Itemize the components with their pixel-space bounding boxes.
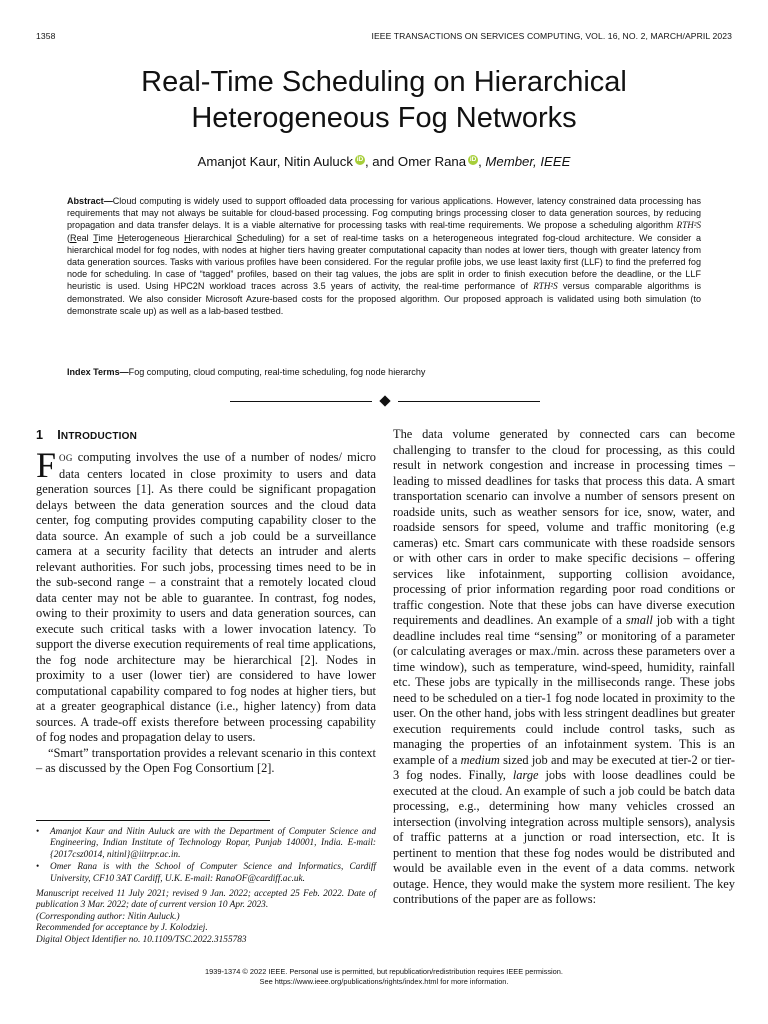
copyright-line-1: 1939-1374 © 2022 IEEE. Personal use is permitted, but republication/redistribution requires IEEE permission.: [205, 967, 563, 976]
abstract-text: Cloud computing is widely used to support offloaded data processing for various applications. However, latency constrained data processing has requirements that may not always be suitable for cloud-based processing. Fog computing brings processing closer to data generation sources, by reducing propagation and data transfer delays. It is a viable alternative for processing tasks with real-time requirements. We propose a scheduling algorithm: [67, 196, 701, 231]
divider-line-left: [230, 401, 372, 402]
recommended-by: Recommended for acceptance by J. Kolodziej.: [36, 923, 208, 934]
abstract-label: Abstract: [67, 196, 104, 206]
footnotes: [36, 827, 376, 946]
index-terms-dash: —: [119, 367, 129, 377]
right-column: [393, 427, 735, 908]
emphasis-large: large: [512, 768, 539, 782]
abstract-dash: —: [103, 196, 113, 206]
divider-diamond-icon: [379, 395, 390, 406]
section-divider: [230, 396, 540, 406]
left-column: [36, 427, 376, 777]
footnote-affiliation-1: [36, 827, 376, 861]
drop-cap: F: [36, 445, 57, 485]
divider-line-right: [398, 401, 540, 402]
paragraph-text: job with a tight deadline includes real time “sensing” or monitoring of a parameter (or calculating averages or max./min. across these parameters over a time window), such as temperature, wind-speed, humidity, rainfall etc. These jobs are typically in the milliseconds range. These jobs need to be scheduled on a tier-1 fog node located in proximity to the user. On the other hand, jobs with less stringent deadlines but greater execution requirements could include control tasks, such as managing the properties of an infotainment system. This is an example of a: [393, 613, 735, 767]
authors-part-2: , and Omer Rana: [364, 154, 467, 169]
authors-part-1: Amanjot Kaur, Nitin Auluck: [197, 154, 353, 169]
paper-title: [40, 64, 728, 136]
acronym-letter: H: [117, 232, 125, 243]
bullet-icon: •: [36, 862, 40, 873]
drop-cap-rest: OG: [59, 453, 73, 463]
paragraph-text: The data volume generated by connected cars can become challenging to transfer to the cloud for processing, as this could result in network congestion and increase in processing times – leading to missed deadlines for tasks that process this data. A smart transportation scenario can involve a number of sensors present on roadside units, such as weather sensors for ice, snow, water, and roadside sensors for speed, volume and traffic monitoring (e.g cameras) etc. Smart cars communicate with these roadside sensors or with other cars in order to make specific decisions – offering services like infotainment, supporting collision avoidance, processing of prior information regarding poor road conditions or traffic congestion. Note that these jobs can have diverse execution requirements and deadlines. An example of a: [393, 427, 735, 627]
abstract-text: cheduling: [242, 232, 282, 243]
paragraph-text: computing involves the use of a number of nodes/ micro data centers located in close proximity to users and data generation sources [1]. As there could be significant propagation delays between the data generation sources and the cloud data center, fog computing provides computing capability closer to the data source. An example of such a job could be a surveillance camera at a security facility that detects an intruder and alerts relevant authorities. For such jobs, processing times need to be in the sub-second range – a constraint that a remotely located cloud data center may not be able to guarantee. In contrast, fog nodes, owing to their proximity to users and data generation sources, can execute such critical tasks with a lower invocation latency. To support the diverse execution requirements of real time applications, the fog node architecture may be hierarchical [2]. Nodes in proximity to a user (lower tier) are considered to have lower computational capability compared to fog nodes at higher tiers, but at a greater geographical distance (i.e., higher latency) from data sources. A trade-off exists therefore between processing capability of fog nodes and propagation delay to users.: [36, 450, 376, 744]
section-title-rest: NTRODUCTION: [60, 431, 138, 442]
abstract-text: (: [67, 232, 71, 243]
doi[interactable]: Digital Object Identifier no. 10.1109/TSC.2022.3155783: [36, 934, 247, 945]
manuscript-info: [36, 889, 376, 946]
abstract-text: eal: [76, 232, 94, 243]
author-membership: Member, IEEE: [485, 154, 571, 169]
abstract-text: ) for a set of real-time tasks on a heterogeneous integrated fog-cloud architecture. We consider a hierarchical model for fog nodes, with nodes at higher tiers having greater computational capacity than nodes at lower tiers, though with greater latency from data generation sources. Tasks with various profiles have been considered. For the regular profile jobs, we use least laxity first (LLF) to find the preferred fog node for scheduling. In case of “tagged” profiles, based on their tag values, the jobs are split in order to finish execution before the deadline, or the LLF heuristic is used. Using HPC2N workload traces across 3.5 years of activity, the real-time performance of: [67, 232, 701, 292]
index-terms-text: Fog computing, cloud computing, real-time scheduling, fog node hierarchy: [128, 367, 426, 377]
orcid-icon[interactable]: iD: [469, 156, 477, 163]
acronym-letter: R: [70, 232, 77, 243]
footnote-text: Omer Rana is with the School of Computer Science and Informatics, Cardiff University, CF10 3AT Cardiff, U.K. E-mail: RanaOF@cardiff.ac.uk.: [50, 862, 376, 884]
intro-paragraph-1: [36, 445, 376, 746]
title-line-1: Real-Time Scheduling on Hierarchical: [141, 66, 627, 98]
section-heading: [36, 427, 376, 445]
emphasis-medium: medium: [460, 752, 500, 767]
copyright-line-2[interactable]: See https://www.ieee.org/publications/rights/index.html for more information.: [259, 976, 509, 986]
right-paragraph: [393, 427, 735, 908]
title-line-2: Heterogeneous Fog Networks: [191, 102, 577, 134]
authors-part-3: ,: [478, 154, 486, 169]
journal-citation: IEEE TRANSACTIONS ON SERVICES COMPUTING, VOL. 16, NO. 2, MARCH/APRIL 2023: [371, 31, 732, 41]
copyright-notice: [36, 967, 732, 986]
page-number: 1358: [36, 31, 56, 41]
footnote-affiliation-2: [36, 862, 376, 885]
paragraph-text: jobs with loose deadlines could be executed at the cloud. An example of such a job could be batch data processing, e.g., determining how many vehicles crossed an intersection (involving integration across multiple sensors), analysis of traffic patterns at a junction or road intersection, etc. It is pertinent to mention that these fog nodes would be distributed and would be available even in the event of a data comms. network outage. Hence, they would make the system more resilient. The key contributions of the paper are as follows:: [393, 768, 735, 906]
acronym-letter: S: [236, 232, 243, 243]
running-head: [36, 31, 732, 45]
acronym-letter: T: [93, 232, 99, 243]
index-terms-label: Index Terms: [67, 367, 120, 377]
abstract-text: ierarchical: [190, 232, 237, 243]
corresponding-author: (Corresponding author: Nitin Auluck.): [36, 911, 180, 922]
bullet-icon: •: [36, 827, 40, 837]
emphasis-small: small: [625, 613, 653, 627]
footnote-rule: [36, 820, 270, 821]
section-title-first-letter: I: [57, 428, 61, 442]
abstract-text: versus comparable algorithms is demonstrated. We also consider Microsoft Azure-based costs for the proposed algorithm. Our proposed approach is validated using both simulation (to demonstrate scale up) as well as a lab-based testbed.: [67, 281, 701, 316]
index-terms: [67, 366, 701, 378]
paragraph-text: sized job and may be executed at tier-2 or tier-3 fog nodes. Finally,: [393, 752, 735, 782]
section-number: 1: [36, 428, 44, 442]
orcid-icon[interactable]: iD: [356, 156, 364, 163]
footnote-text: Amanjot Kaur and Nitin Auluck are with the Department of Computer Science and Engineering, Indian Institute of Technology Ropar, Punjab 140001, India. E-mail: {2017csz0014, nitinl}@iitrpr.ac.in.: [50, 827, 376, 860]
algorithm-name: RTH²S: [676, 220, 701, 231]
manuscript-dates: Manuscript received 11 July 2021; revised 9 Jan. 2022; accepted 25 Feb. 2022. Date of publication 3 Mar. 2022; date of current version 10 Apr. 2023.: [36, 889, 376, 911]
acronym-letter: H: [184, 232, 191, 243]
abstract-text: eterogeneous: [124, 232, 185, 243]
author-list: [40, 153, 728, 170]
algorithm-name: RTH²S: [533, 281, 558, 292]
abstract: [67, 195, 701, 317]
abstract-text: ime: [98, 232, 118, 243]
intro-paragraph-2: “Smart” transportation provides a relevant scenario in this context – as discussed by the Open Fog Consortium [2].: [36, 745, 376, 775]
